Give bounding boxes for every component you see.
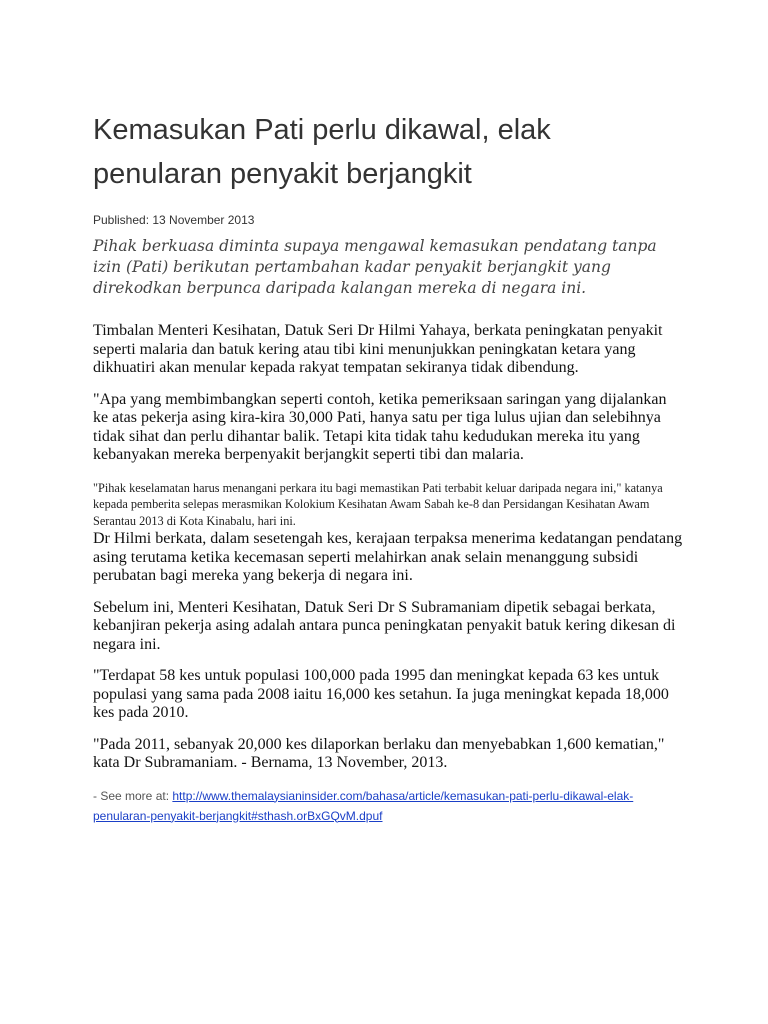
see-more-prefix: - See more at: — [93, 788, 173, 803]
body-paragraph-small: "Pihak keselamatan harus menangani perkara itu bagi memastikan Pati terbabit keluar daripada negara ini," katanya kepada pemberita selepas merasmikan Kolokium Kesihatan Awam Sabah ke-8 dan Persidangan Kesihatan Awam Serantau 2013 di Kota Kinabalu, hari ini. — [93, 480, 663, 528]
article-lede: Pihak berkuasa diminta supaya mengawal kemasukan pendatang tanpa izin (Pati) berikutan pertambahan kadar penyakit berjangkit yang direkodkan berpunca daripada kalangan mereka di negara ini. — [93, 237, 657, 297]
published-date: Published: 13 November 2013 — [93, 213, 255, 227]
body-paragraph: "Pada 2011, sebanyak 20,000 kes dilaporkan berlaku dan menyebabkan 1,600 kematian," kata Dr Subramaniam. - Bernama, 13 November, 2013. — [93, 735, 665, 771]
body-paragraph: "Terdapat 58 kes untuk populasi 100,000 pada 1995 dan meningkat kepada 63 kes untuk populasi yang sama pada 2008 iaitu 16,000 kes setahun. Ia juga meningkat kepada 18,000 kes pada 2010. — [93, 667, 669, 721]
article — [93, 108, 683, 826]
body-paragraph: "Apa yang membimbangkan seperti contoh, ketika pemeriksaan saringan yang dijalankan ke atas pekerja asing kira-kira 30,000 Pati, hanya satu per tiga lulus ujian dan selebihnya tidak sihat dan perlu dihantar balik. Tetapi kita tidak tahu kedudukan mereka itu yang kebanyakan mereka berpenyakit berjangkit seperti tibi dan malaria. — [93, 390, 667, 463]
body-paragraph: Timbalan Menteri Kesihatan, Datuk Seri Dr Hilmi Yahaya, berkata peningkatan penyakit seperti malaria dan batuk kering atau tibi kini menunjukkan peningkatan ketara yang dikhuatiri akan menular kepada rakyat tempatan sekiranya tidak dibendung. — [93, 322, 663, 376]
article-title: Kemasukan Pati perlu dikawal, elak penularan penyakit berjangkit — [93, 114, 551, 190]
see-more-line — [93, 786, 683, 826]
body-paragraph: Dr Hilmi berkata, dalam sesetengah kes, kerajaan terpaksa menerima kedatangan pendatang asing terutama ketika kecemasan seperti melahirkan anak selain menanggung subsidi perubatan bagi mereka yang bekerja di negara ini. — [93, 530, 683, 584]
source-link[interactable]: http://www.themalaysianinsider.com/bahasa/article/kemasukan-pati-perlu-dikawal-elak-penularan-penyakit-berjangkit#sthash.orBxGQvM.dpuf — [93, 788, 634, 823]
body-paragraph: Sebelum ini, Menteri Kesihatan, Datuk Seri Dr S Subramaniam dipetik sebagai berkata, kebanjiran pekerja asing adalah antara punca peningkatan penyakit batuk kering dikesan di negara ini. — [93, 598, 676, 653]
